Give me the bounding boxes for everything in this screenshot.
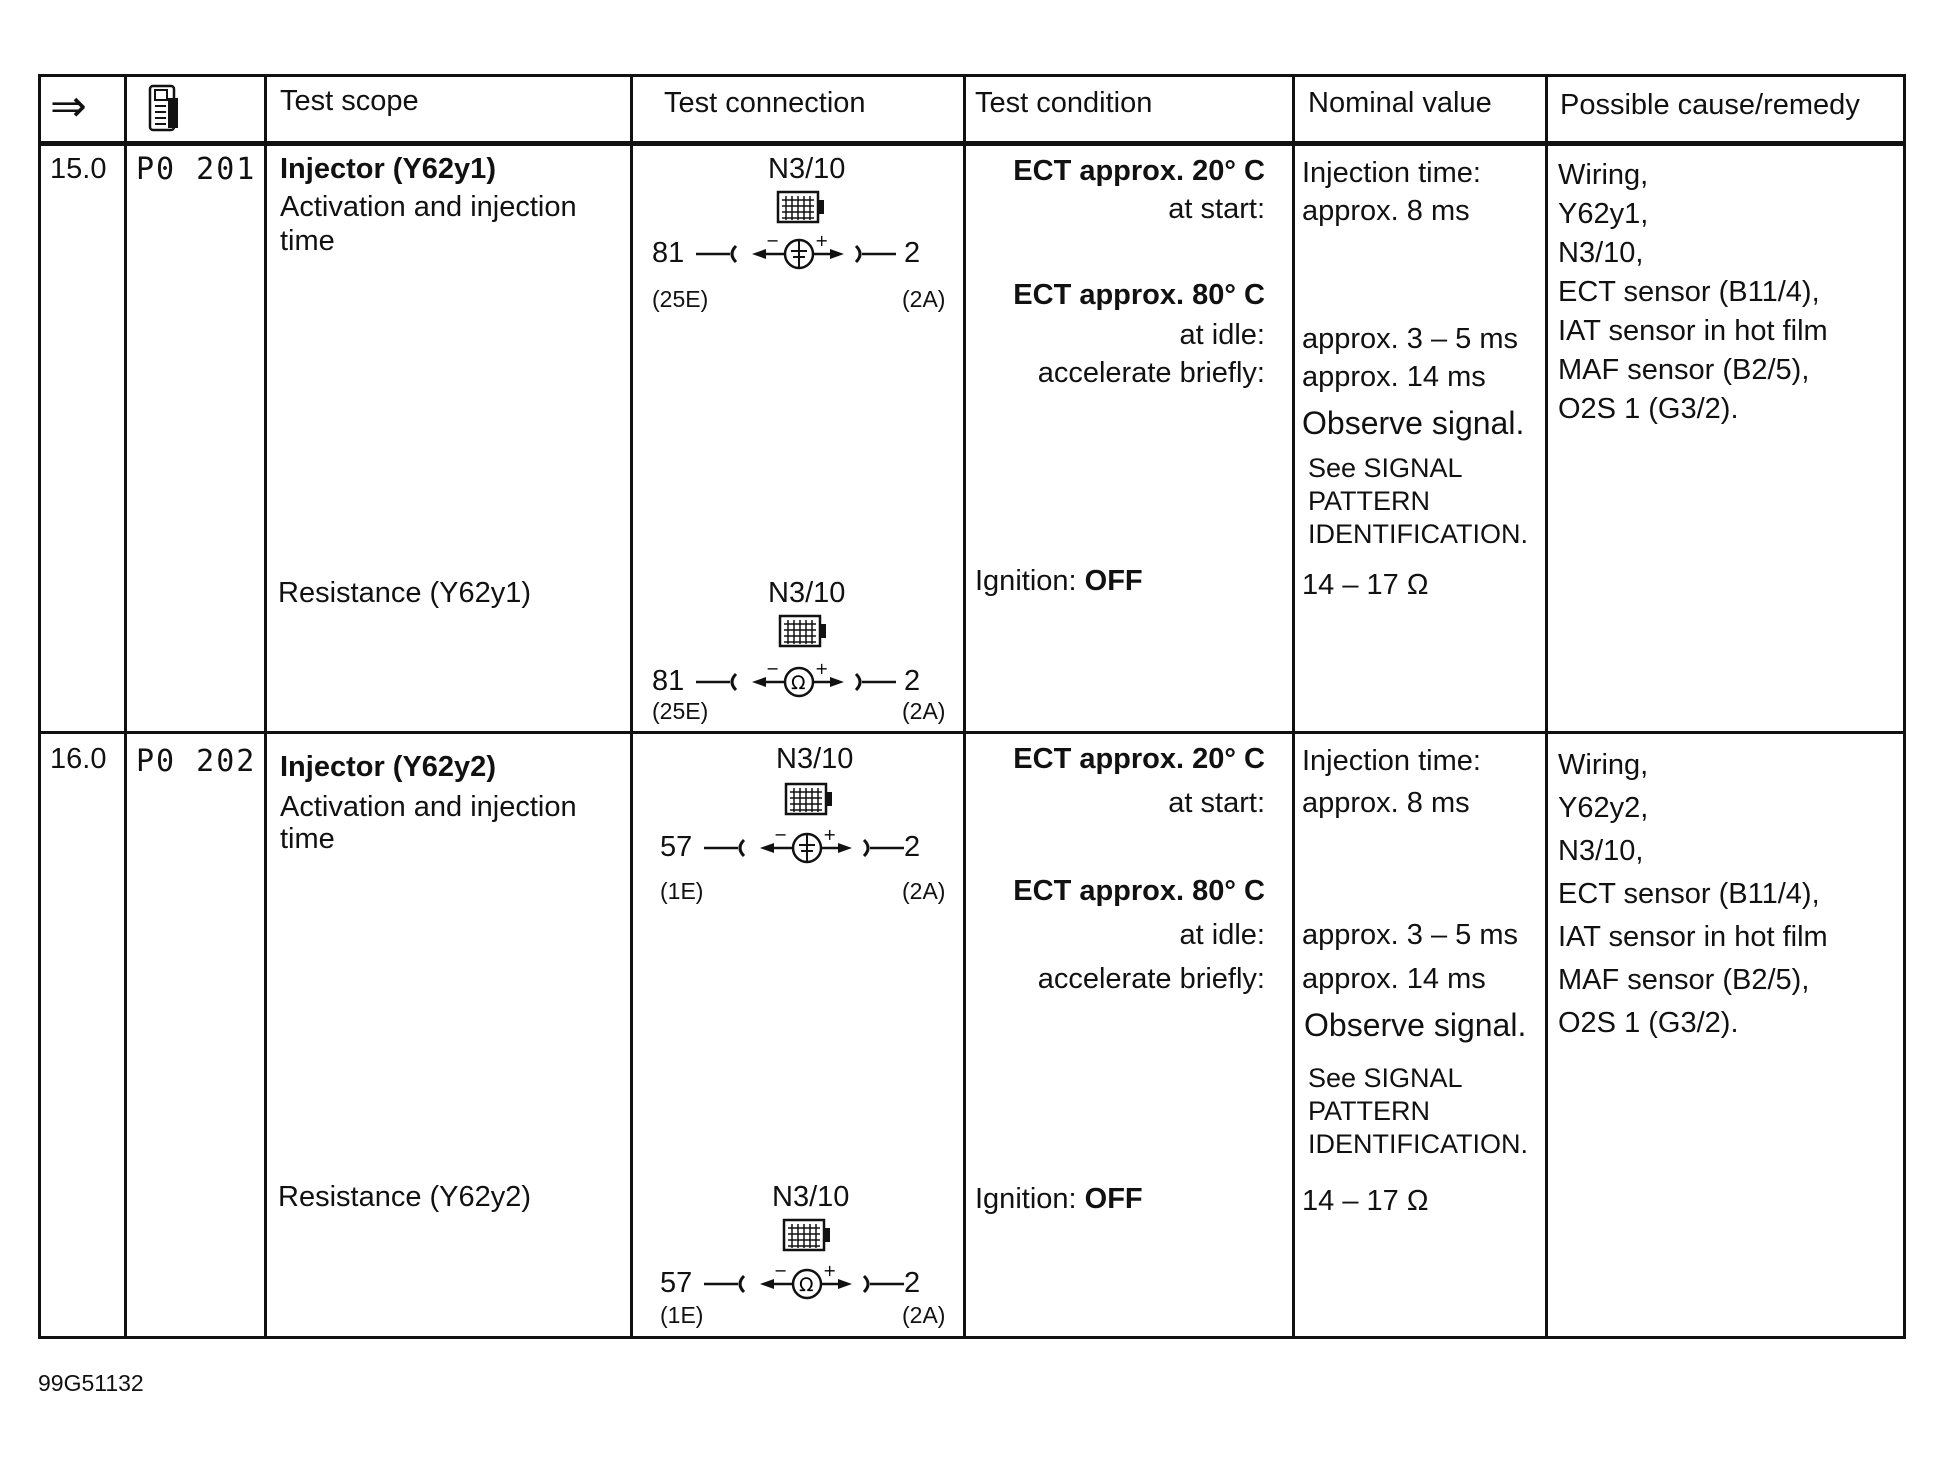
col-line [963,74,966,1339]
header-nominal-value: Nominal value [1308,87,1492,119]
cause-item: MAF sensor (B2/5), [1558,964,1810,996]
col-line [1545,74,1548,1339]
condition-ignition [975,1182,1143,1216]
nominal-injection-label: Injection time: [1302,157,1481,189]
connection-diagram [656,742,956,904]
step-number: 16.0 [50,743,107,775]
pin-sub-left: (1E) [660,878,704,904]
condition-ect-20: ECT approx. 20° C [1013,743,1265,775]
nominal-observe: Observe signal. [1302,405,1525,441]
tester-icon [148,84,182,134]
scope-subtitle: Activation and injection [280,191,577,223]
pin-sub-left: (25E) [652,286,709,312]
connector-icon [782,1218,832,1254]
svg-text:−: − [774,1262,788,1280]
col-line [630,74,633,1339]
pin-sub-left: (25E) [652,698,709,724]
figure-id: 99G51132 [38,1370,144,1396]
header-possible-cause: Possible cause/remedy [1560,89,1860,121]
condition-ect-80: ECT approx. 80° C [1013,875,1265,907]
module-label: N3/10 [768,153,846,185]
cause-item: N3/10, [1558,835,1644,867]
step-number: 15.0 [50,153,107,185]
ignition-label: Ignition: [975,1183,1077,1215]
svg-text:−: − [766,660,780,678]
pin-left: 57 [660,831,693,863]
nominal-resistance: 14 – 17 Ω [1302,569,1429,601]
pin-sub-right: (2A) [902,286,946,312]
see-line: PATTERN [1308,486,1431,516]
row-divider [38,731,1906,734]
condition-ignition [975,564,1143,598]
ignition-label: Ignition: [975,565,1077,597]
cause-item: ECT sensor (B11/4), [1558,878,1820,910]
voltmeter-icon [696,232,896,276]
cause-list [1558,156,1828,429]
condition-accelerate: accelerate briefly: [1037,963,1265,995]
condition-ect-80: ECT approx. 80° C [1013,279,1265,311]
ignition-value: OFF [1084,565,1143,597]
condition-accelerate: accelerate briefly: [1037,357,1265,389]
module-label: N3/10 [768,577,846,609]
cause-item: O2S 1 (G3/2). [1558,393,1739,425]
cause-item: Wiring, [1558,159,1649,191]
nominal-idle: approx. 3 – 5 ms [1302,323,1518,355]
arrow-icon: ⇒ [50,82,87,131]
cause-item: N3/10, [1558,237,1644,269]
see-line: PATTERN [1308,1096,1431,1126]
table-border-bottom [38,1336,1906,1339]
nominal-start: approx. 8 ms [1302,195,1470,227]
col-line [1903,74,1906,1339]
cause-item: IAT sensor in hot film [1558,315,1828,347]
scope-title: Injector (Y62y1) [280,153,496,185]
condition-idle: at idle: [1179,319,1265,351]
resistance-label: Resistance (Y62y2) [278,1181,532,1213]
nominal-see [1308,1062,1528,1161]
header-test-scope: Test scope [280,85,419,117]
voltmeter-icon [704,826,904,870]
cause-item: O2S 1 (G3/2). [1558,1007,1739,1039]
scope-title: Injector (Y62y2) [280,751,496,783]
col-line [264,74,267,1339]
connector-icon [784,782,834,818]
nominal-start: approx. 8 ms [1302,787,1470,819]
cause-item: ECT sensor (B11/4), [1558,276,1820,308]
see-line: See SIGNAL [1308,453,1463,483]
condition-start: at start: [1168,193,1265,225]
cause-item: MAF sensor (B2/5), [1558,354,1810,386]
header-test-condition: Test condition [975,87,1153,119]
ohmmeter-icon [696,660,896,704]
pin-right: 2 [904,831,921,863]
connection-diagram [648,152,948,312]
pin-left: 81 [652,237,685,269]
see-line: See SIGNAL [1308,1063,1463,1093]
condition-idle: at idle: [1179,919,1265,951]
col-line [1292,74,1295,1339]
svg-text:Ω: Ω [799,1274,814,1296]
cause-item: Y62y2, [1558,792,1649,824]
nominal-observe: Observe signal. [1304,1007,1527,1043]
cause-list [1558,744,1828,1045]
col-line [38,74,41,1339]
pin-right: 2 [904,1267,921,1299]
svg-text:−: − [766,232,780,250]
svg-text:+: + [823,1262,837,1280]
pin-sub-left: (1E) [660,1302,704,1328]
nominal-injection-label: Injection time: [1302,745,1481,777]
connection-diagram [648,576,948,724]
pin-left: 57 [660,1267,693,1299]
cause-item: IAT sensor in hot film [1558,921,1828,953]
ignition-value: OFF [1084,1183,1143,1215]
scope-subtitle: Activation and injection [280,791,577,823]
scope-subtitle: time [280,823,335,855]
pin-sub-right: (2A) [902,1302,946,1328]
see-line: IDENTIFICATION. [1308,1129,1528,1159]
pin-right: 2 [904,237,921,269]
resistance-label: Resistance (Y62y1) [278,577,532,609]
fault-code: P0 201 [136,152,257,187]
connector-icon [776,190,826,226]
module-label: N3/10 [776,743,854,775]
pin-sub-right: (2A) [902,698,946,724]
nominal-accelerate: approx. 14 ms [1302,963,1486,995]
svg-text:+: + [815,660,829,678]
svg-text:+: + [823,826,837,844]
connector-icon [778,614,828,650]
pin-right: 2 [904,665,921,697]
scope-subtitle: time [280,225,335,257]
cause-item: Wiring, [1558,749,1649,781]
fault-code: P0 202 [136,744,257,779]
pin-left: 81 [652,665,685,697]
nominal-see [1308,452,1528,551]
condition-ect-20: ECT approx. 20° C [1013,155,1265,187]
svg-text:−: − [774,826,788,844]
module-label: N3/10 [772,1181,850,1213]
table-border-top [38,74,1906,77]
header-divider [38,141,1906,146]
see-line: IDENTIFICATION. [1308,519,1528,549]
connection-diagram [656,1180,956,1328]
ohmmeter-icon [704,1262,904,1306]
svg-text:+: + [815,232,829,250]
col-line [124,74,127,1339]
svg-text:Ω: Ω [791,672,806,694]
pin-sub-right: (2A) [902,878,946,904]
condition-start: at start: [1168,787,1265,819]
nominal-idle: approx. 3 – 5 ms [1302,919,1518,951]
cause-item: Y62y1, [1558,198,1649,230]
header-test-connection: Test connection [664,87,866,119]
nominal-resistance: 14 – 17 Ω [1302,1185,1429,1217]
nominal-accelerate: approx. 14 ms [1302,361,1486,393]
